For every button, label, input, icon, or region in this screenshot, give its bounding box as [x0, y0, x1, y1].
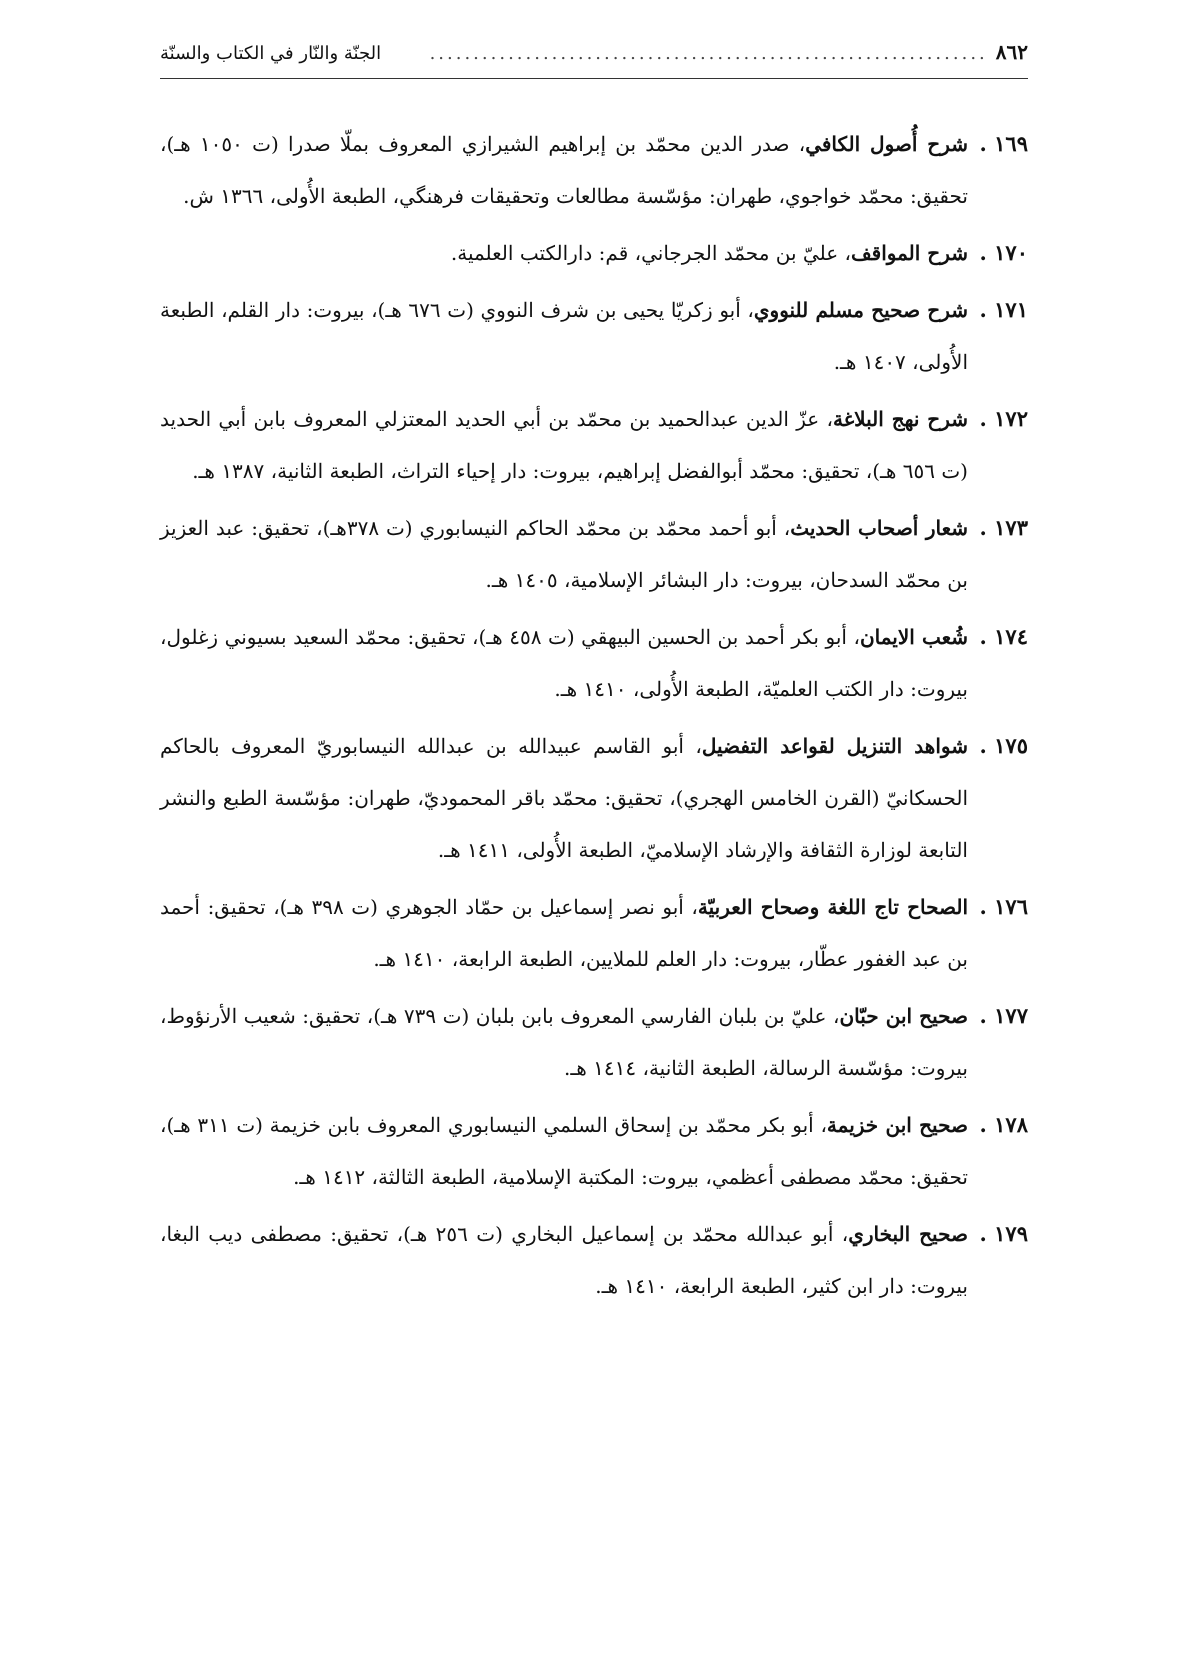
bibliography-entry: [160, 118, 1028, 222]
entry-details: ، أبو عبدالله محمّد بن إسماعيل البخاري (ت ٢٥٦ هـ)، تحقيق: مصطفى ديب البغا، بيروت: دار ابن كثير، الطبعة الرابعة، ١٤١٠ هـ.: [160, 1222, 968, 1298]
header-rule: [160, 78, 1028, 79]
entry-details: ، عزّ الدين عبدالحميد بن محمّد بن أبي الحديد المعتزلي المعروف بابن أبي الحديد (ت ٦٥٦ هـ)، تحقيق: محمّد أبوالفضل إبراهيم، بيروت: دار إحياء التراث، الطبعة الثانية، ١٣٨٧ هـ.: [160, 407, 968, 483]
bibliography-entry: [160, 720, 1028, 876]
entry-title: شرح أُصول الكافي: [805, 132, 968, 156]
entry-title: شرح نهج البلاغة: [832, 407, 969, 431]
entry-text: [160, 502, 968, 606]
bibliography-entry: [160, 502, 1028, 606]
entry-text: [160, 720, 968, 876]
page-number: ٨٦٢: [995, 40, 1028, 64]
bibliography-entry: [160, 611, 1028, 715]
entry-number: ١٧٠ .: [979, 240, 1028, 265]
bibliography-entry: [160, 393, 1028, 497]
bibliography-list: [160, 118, 1028, 1317]
entry-details: ، أبو نصر إسماعيل بن حمّاد الجوهري (ت ٣٩٨ هـ)، تحقيق: أحمد بن عبد الغفور عطّار، بيروت: دار العلم للملايين، الطبعة الرابعة، ١٤١٠ هـ.: [160, 895, 968, 971]
entry-text: [160, 284, 968, 388]
entry-text: [160, 881, 968, 985]
page-header: [160, 40, 1028, 74]
entry-text: [160, 990, 968, 1094]
entry-text: [160, 611, 968, 715]
bibliography-entry: [160, 227, 1028, 279]
entry-number: ١٦٩ .: [979, 131, 1028, 156]
bibliography-entry: [160, 1208, 1028, 1312]
entry-text: [160, 118, 968, 222]
running-title: الجنّة والنّار في الكتاب والسنّة: [160, 43, 382, 64]
entry-details: ، عليّ بن بلبان الفارسي المعروف بابن بلبان (ت ٧٣٩ هـ)، تحقيق: شعيب الأرنؤوط، بيروت: مؤسّسة الرسالة، الطبعة الثانية، ١٤١٤ هـ.: [160, 1004, 968, 1080]
entry-title: صحيح ابن حبّان: [839, 1004, 969, 1028]
entry-text: [160, 393, 968, 497]
entry-number: ١٧٢ .: [979, 406, 1028, 431]
entry-number: ١٧١ .: [979, 297, 1028, 322]
header-dot-leader: ................................................................: [429, 43, 988, 64]
entry-title: صحيح البخاري: [848, 1222, 968, 1246]
entry-title: صحيح ابن خزيمة: [826, 1113, 968, 1137]
entry-text: [160, 1099, 968, 1203]
entry-details: ، عليّ بن محمّد الجرجاني، قم: دارالكتب العلمية.: [450, 241, 851, 265]
entry-details: ، صدر الدين محمّد بن إبراهيم الشيرازي المعروف بملّا صدرا (ت ١٠٥٠ هـ)، تحقيق: محمّد خواجوي، طهران: مؤسّسة مطالعات وتحقيقات فرهنگي، الطبعة الأُولى، ١٣٦٦ ش.: [160, 132, 968, 208]
entry-number: ١٧٧ .: [979, 1003, 1028, 1028]
entry-details: ، أبو زكريّا يحيى بن شرف النووي (ت ٦٧٦ هـ)، بيروت: دار القلم، الطبعة الأُولى، ١٤٠٧ هـ.: [160, 298, 968, 374]
entry-number: ١٧٦ .: [979, 894, 1028, 919]
entry-number: ١٧٤ .: [979, 624, 1028, 649]
bibliography-entry: [160, 1099, 1028, 1203]
entry-title: شعار أصحاب الحديث: [790, 516, 969, 540]
entry-title: شرح المواقف: [850, 241, 968, 265]
bibliography-entry: [160, 881, 1028, 985]
entry-number: ١٧٩ .: [979, 1221, 1028, 1246]
entry-title: الصحاح تاج اللغة وصحاح العربيّة: [697, 895, 969, 919]
bibliography-entry: [160, 284, 1028, 388]
entry-number: ١٧٨ .: [979, 1112, 1028, 1137]
entry-text: [160, 1208, 968, 1312]
entry-number: ١٧٥ .: [979, 733, 1028, 758]
entry-title: شُعب الايمان: [859, 625, 968, 649]
entry-title: شرح صحيح مسلم للنووي: [753, 298, 968, 322]
entry-title: شواهد التنزيل لقواعد التفضيل: [701, 734, 968, 758]
entry-details: ، أبو بكر أحمد بن الحسين البيهقي (ت ٤٥٨ هـ)، تحقيق: محمّد السعيد بسيوني زغلول، بيروت: دار الكتب العلميّة، الطبعة الأُولى، ١٤١٠ هـ.: [160, 625, 968, 701]
bibliography-entry: [160, 990, 1028, 1094]
entry-text: [160, 227, 968, 279]
entry-number: ١٧٣ .: [979, 515, 1028, 540]
entry-details: ، أبو القاسم عبيدالله بن عبدالله النيسابوريّ المعروف بالحاكم الحسكانيّ (القرن الخامس الهجري)، تحقيق: محمّد باقر المحموديّ، طهران: مؤسّسة الطبع والنشر التابعة لوزارة الثقافة والإرشاد الإسلاميّ، الطبعة الأُولى، ١٤١١ هـ.: [160, 734, 968, 862]
entry-details: ، أبو بكر محمّد بن إسحاق السلمي النيسابوري المعروف بابن خزيمة (ت ٣١١ هـ)، تحقيق: محمّد مصطفى أعظمي، بيروت: المكتبة الإسلامية، الطبعة الثالثة، ١٤١٢ هـ.: [160, 1113, 968, 1189]
entry-details: ، أبو أحمد محمّد بن محمّد الحاكم النيسابوري (ت ٣٧٨هـ)، تحقيق: عبد العزيز بن محمّد السدحان، بيروت: دار البشائر الإسلامية، ١٤٠٥ هـ.: [160, 516, 968, 592]
